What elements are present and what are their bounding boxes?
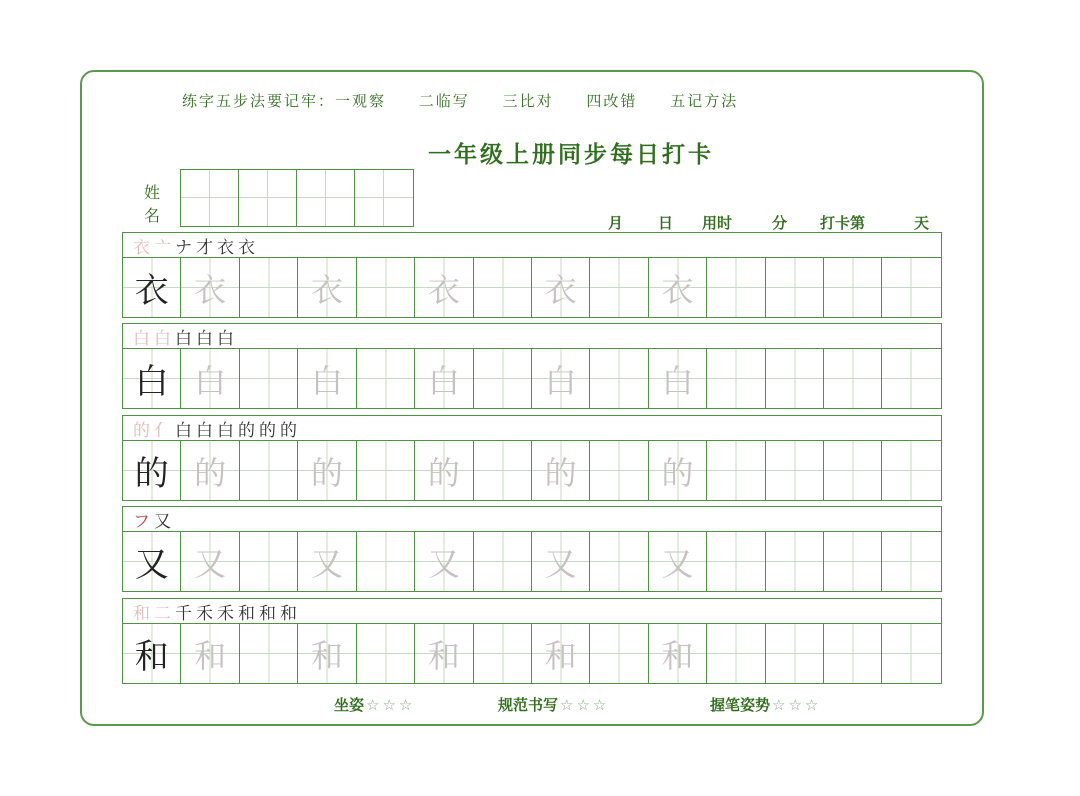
month-label: 月 bbox=[608, 214, 624, 232]
stroke-step: 千 bbox=[175, 603, 192, 624]
writing-cell[interactable] bbox=[240, 441, 298, 500]
writing-cell[interactable] bbox=[707, 441, 765, 500]
stroke-step: 的 bbox=[259, 420, 276, 441]
page-title: 一年级上册同步每日打卡 bbox=[428, 141, 714, 168]
writing-cell[interactable] bbox=[240, 258, 298, 317]
name-input-grid[interactable] bbox=[180, 169, 414, 227]
trace-cell[interactable] bbox=[181, 532, 239, 591]
trace-character: 白 bbox=[194, 361, 227, 400]
stroke-order-row bbox=[122, 506, 942, 532]
practice-grid-row bbox=[122, 441, 942, 501]
stroke-step: 衣 bbox=[238, 237, 255, 258]
trace-cell[interactable] bbox=[532, 624, 590, 683]
model-character: 又 bbox=[134, 545, 169, 585]
writing-cell[interactable] bbox=[474, 349, 532, 408]
stroke-step: 禾 bbox=[217, 603, 234, 624]
trace-character: 白 bbox=[544, 361, 577, 400]
trace-character: 衣 bbox=[544, 270, 577, 309]
writing-cell[interactable] bbox=[882, 441, 940, 500]
trace-character: 和 bbox=[661, 636, 694, 675]
name-cell[interactable] bbox=[355, 170, 413, 226]
trace-cell[interactable] bbox=[181, 258, 239, 317]
trace-character: 白 bbox=[427, 361, 460, 400]
writing-cell[interactable] bbox=[474, 441, 532, 500]
motto-step: 二临写 bbox=[418, 92, 470, 110]
grip-rating bbox=[710, 694, 821, 715]
stroke-step: 白 bbox=[154, 328, 171, 349]
writing-cell[interactable] bbox=[766, 532, 824, 591]
character-block bbox=[122, 506, 942, 592]
writing-cell[interactable] bbox=[590, 349, 648, 408]
trace-cell[interactable] bbox=[532, 349, 590, 408]
trace-cell[interactable] bbox=[415, 624, 473, 683]
trace-cell[interactable] bbox=[532, 532, 590, 591]
stroke-step: 和 bbox=[238, 603, 255, 624]
stroke-step: 的 bbox=[133, 420, 150, 441]
trace-character: 衣 bbox=[661, 270, 694, 309]
trace-character: 的 bbox=[194, 453, 227, 492]
practice-grid-row bbox=[122, 532, 942, 592]
trace-cell[interactable] bbox=[415, 532, 473, 591]
stroke-step: 白 bbox=[175, 328, 192, 349]
trace-cell[interactable] bbox=[649, 532, 707, 591]
model-character: 白 bbox=[134, 362, 169, 402]
trace-character: 衣 bbox=[194, 270, 227, 309]
trace-character: 的 bbox=[310, 453, 343, 492]
writing-cell[interactable] bbox=[824, 532, 882, 591]
trace-cell[interactable] bbox=[181, 349, 239, 408]
writing-cell[interactable] bbox=[240, 532, 298, 591]
writing-label: 规范书写 bbox=[498, 696, 559, 714]
trace-character: 和 bbox=[427, 636, 460, 675]
stroke-step: 的 bbox=[280, 420, 297, 441]
stroke-step: 白 bbox=[133, 328, 150, 349]
stroke-step: 白 bbox=[196, 420, 213, 441]
trace-cell[interactable] bbox=[298, 349, 356, 408]
writing-cell[interactable] bbox=[357, 258, 415, 317]
stroke-step: 禾 bbox=[196, 603, 213, 624]
writing-cell[interactable] bbox=[474, 624, 532, 683]
stroke-order-row bbox=[122, 232, 942, 258]
writing-cell[interactable] bbox=[824, 349, 882, 408]
writing-cell[interactable] bbox=[766, 349, 824, 408]
trace-character: 白 bbox=[310, 361, 343, 400]
character-block bbox=[122, 415, 942, 501]
name-cell[interactable] bbox=[181, 170, 239, 226]
character-block bbox=[122, 323, 942, 409]
motto-step: 三比对 bbox=[502, 92, 554, 110]
trace-character: 和 bbox=[310, 636, 343, 675]
model-character: 的 bbox=[134, 454, 169, 494]
trace-character: 又 bbox=[544, 544, 577, 583]
trace-cell[interactable] bbox=[649, 624, 707, 683]
time-used-label: 用时 bbox=[702, 214, 733, 232]
stroke-step: 白 bbox=[196, 328, 213, 349]
trace-cell[interactable] bbox=[298, 441, 356, 500]
practice-grid-row bbox=[122, 624, 942, 684]
stroke-step: 白 bbox=[217, 420, 234, 441]
motto-step: 五记方法 bbox=[670, 92, 739, 110]
stroke-step: 衣 bbox=[217, 237, 234, 258]
trace-character: 又 bbox=[194, 544, 227, 583]
writing-cell[interactable] bbox=[357, 624, 415, 683]
stroke-step: 和 bbox=[280, 603, 297, 624]
practice-grid-row bbox=[122, 349, 942, 409]
trace-character: 又 bbox=[310, 544, 343, 583]
writing-cell[interactable] bbox=[707, 258, 765, 317]
writing-cell[interactable] bbox=[882, 624, 940, 683]
trace-character: 和 bbox=[194, 636, 227, 675]
stroke-step: 衣 bbox=[133, 237, 150, 258]
writing-rating bbox=[498, 694, 609, 715]
motto-step: 四改错 bbox=[586, 92, 638, 110]
writing-cell[interactable] bbox=[707, 624, 765, 683]
trace-character: 衣 bbox=[427, 270, 460, 309]
trace-character: 白 bbox=[661, 361, 694, 400]
writing-cell[interactable] bbox=[474, 258, 532, 317]
star-icon[interactable]: ☆☆☆ bbox=[772, 696, 822, 714]
trace-cell[interactable] bbox=[415, 258, 473, 317]
trace-character: 衣 bbox=[310, 270, 343, 309]
writing-cell[interactable] bbox=[707, 532, 765, 591]
name-label-2: 名 bbox=[144, 206, 161, 225]
name-label-1: 姓 bbox=[144, 183, 161, 202]
motto-step: 练字五步法要记牢：一观察 bbox=[182, 92, 387, 110]
stroke-order-row bbox=[122, 415, 942, 441]
stroke-order-row bbox=[122, 598, 942, 624]
stroke-step: 又 bbox=[154, 511, 171, 532]
trace-cell[interactable] bbox=[415, 349, 473, 408]
writing-cell[interactable] bbox=[357, 441, 415, 500]
model-character-cell bbox=[123, 349, 181, 408]
stroke-step: 亻 bbox=[154, 420, 171, 441]
writing-cell[interactable] bbox=[824, 624, 882, 683]
model-character-cell bbox=[123, 624, 181, 683]
writing-cell[interactable] bbox=[766, 441, 824, 500]
stroke-step: 和 bbox=[133, 603, 150, 624]
checkin-label: 打卡第 bbox=[820, 214, 866, 232]
trace-cell[interactable] bbox=[649, 441, 707, 500]
stroke-step: ナ bbox=[175, 237, 192, 258]
model-character-cell bbox=[123, 532, 181, 591]
model-character-cell bbox=[123, 258, 181, 317]
writing-cell[interactable] bbox=[766, 624, 824, 683]
writing-cell[interactable] bbox=[707, 349, 765, 408]
minutes-label: 分 bbox=[772, 214, 788, 232]
trace-cell[interactable] bbox=[181, 441, 239, 500]
writing-cell[interactable] bbox=[824, 441, 882, 500]
posture-rating bbox=[334, 694, 415, 715]
trace-cell[interactable] bbox=[298, 258, 356, 317]
writing-cell[interactable] bbox=[882, 532, 940, 591]
writing-cell[interactable] bbox=[882, 258, 940, 317]
writing-cell[interactable] bbox=[357, 532, 415, 591]
practice-grid-row bbox=[122, 258, 942, 318]
trace-character: 又 bbox=[661, 544, 694, 583]
stroke-step: 白 bbox=[175, 420, 192, 441]
writing-cell[interactable] bbox=[824, 258, 882, 317]
stroke-step: フ bbox=[133, 511, 150, 532]
stroke-step: 二 bbox=[154, 603, 171, 624]
grip-label: 握笔姿势 bbox=[710, 696, 771, 714]
name-cell[interactable] bbox=[239, 170, 297, 226]
writing-cell[interactable] bbox=[357, 349, 415, 408]
model-character-cell bbox=[123, 441, 181, 500]
model-character: 和 bbox=[134, 637, 169, 677]
trace-cell[interactable] bbox=[298, 532, 356, 591]
writing-cell[interactable] bbox=[590, 441, 648, 500]
days-label: 天 bbox=[914, 214, 930, 232]
trace-cell[interactable] bbox=[181, 624, 239, 683]
trace-cell[interactable] bbox=[532, 258, 590, 317]
writing-cell[interactable] bbox=[474, 532, 532, 591]
writing-cell[interactable] bbox=[240, 624, 298, 683]
model-character: 衣 bbox=[134, 271, 169, 311]
writing-cell[interactable] bbox=[240, 349, 298, 408]
trace-cell[interactable] bbox=[298, 624, 356, 683]
star-icon[interactable]: ☆☆☆ bbox=[560, 696, 610, 714]
writing-cell[interactable] bbox=[590, 258, 648, 317]
name-cell[interactable] bbox=[297, 170, 355, 226]
practice-motto bbox=[182, 90, 882, 111]
stroke-step: 才 bbox=[196, 237, 213, 258]
trace-cell[interactable] bbox=[649, 349, 707, 408]
writing-cell[interactable] bbox=[590, 624, 648, 683]
trace-character: 的 bbox=[661, 453, 694, 492]
trace-character: 的 bbox=[427, 453, 460, 492]
stroke-step: 白 bbox=[217, 328, 234, 349]
trace-character: 的 bbox=[544, 453, 577, 492]
star-icon[interactable]: ☆☆☆ bbox=[366, 696, 416, 714]
day-label: 日 bbox=[658, 214, 674, 232]
writing-cell[interactable] bbox=[590, 532, 648, 591]
writing-cell[interactable] bbox=[766, 258, 824, 317]
trace-cell[interactable] bbox=[649, 258, 707, 317]
trace-cell[interactable] bbox=[415, 441, 473, 500]
trace-cell[interactable] bbox=[532, 441, 590, 500]
stroke-step: 和 bbox=[259, 603, 276, 624]
trace-character: 又 bbox=[427, 544, 460, 583]
writing-cell[interactable] bbox=[882, 349, 940, 408]
character-block bbox=[122, 598, 942, 684]
stroke-step: 亠 bbox=[154, 237, 171, 258]
posture-label: 坐姿 bbox=[334, 696, 365, 714]
character-block bbox=[122, 232, 942, 318]
stroke-step: 的 bbox=[238, 420, 255, 441]
trace-character: 和 bbox=[544, 636, 577, 675]
stroke-order-row bbox=[122, 323, 942, 349]
